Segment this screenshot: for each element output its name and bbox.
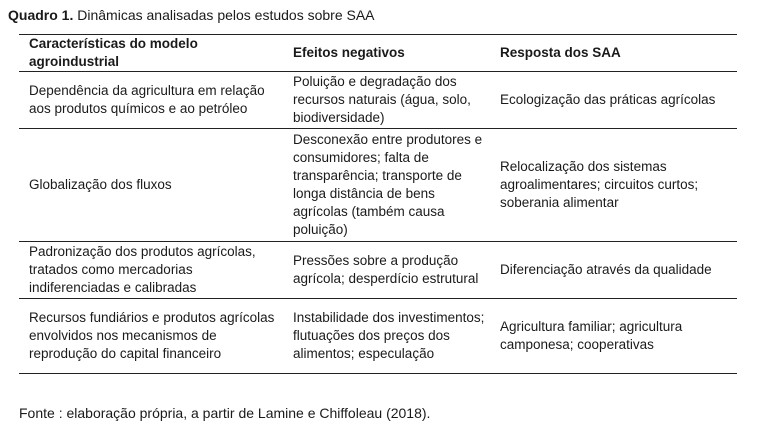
cell-negative-effect: Instabilidade dos investimentos; flutuações dos preços dos alimentos; especulação: [283, 299, 490, 374]
table-row: [19, 242, 737, 299]
table-row: [19, 299, 737, 374]
table-row: [19, 72, 737, 129]
cell-negative-effect: Pressões sobre a produção agrícola; desperdício estrutural: [283, 242, 490, 299]
table-row: [19, 129, 737, 242]
cell-response: Diferenciação através da qualidade: [490, 242, 737, 299]
cell-characteristic: Recursos fundiários e produtos agrícolas envolvidos nos mecanismos de reprodução do capital financeiro: [19, 299, 283, 374]
cell-characteristic: Padronização dos produtos agrícolas, tratados como mercadorias indiferenciadas e calibradas: [19, 242, 283, 299]
cell-response: Relocalização dos sistemas agroalimentares; circuitos curtos; soberania alimentar: [490, 129, 737, 242]
cell-negative-effect: Desconexão entre produtores e consumidores; falta de transparência; transporte de longa distância de bens agrícolas (também causa poluição): [283, 129, 490, 242]
header-saa-response: Resposta dos SAA: [490, 35, 737, 72]
table-caption: [8, 6, 375, 24]
header-characteristics: Características do modelo agroindustrial: [19, 35, 283, 72]
header-row: [19, 35, 737, 72]
header-negative-effects: Efeitos negativos: [283, 35, 490, 72]
cell-characteristic: Dependência da agricultura em relação aos produtos químicos e ao petróleo: [19, 72, 283, 129]
cell-response: Ecologização das práticas agrícolas: [490, 72, 737, 129]
cell-response: Agricultura familiar; agricultura camponesa; cooperativas: [490, 299, 737, 374]
dynamics-table: [19, 34, 737, 374]
caption-label: Quadro 1.: [8, 7, 74, 23]
cell-characteristic: Globalização dos fluxos: [19, 129, 283, 242]
source-note: Fonte : elaboração própria, a partir de Lamine e Chiffoleau (2018).: [19, 405, 431, 421]
caption-text: Dinâmicas analisadas pelos estudos sobre SAA: [77, 7, 375, 23]
cell-negative-effect: Poluição e degradação dos recursos naturais (água, solo, biodiversidade): [283, 72, 490, 129]
